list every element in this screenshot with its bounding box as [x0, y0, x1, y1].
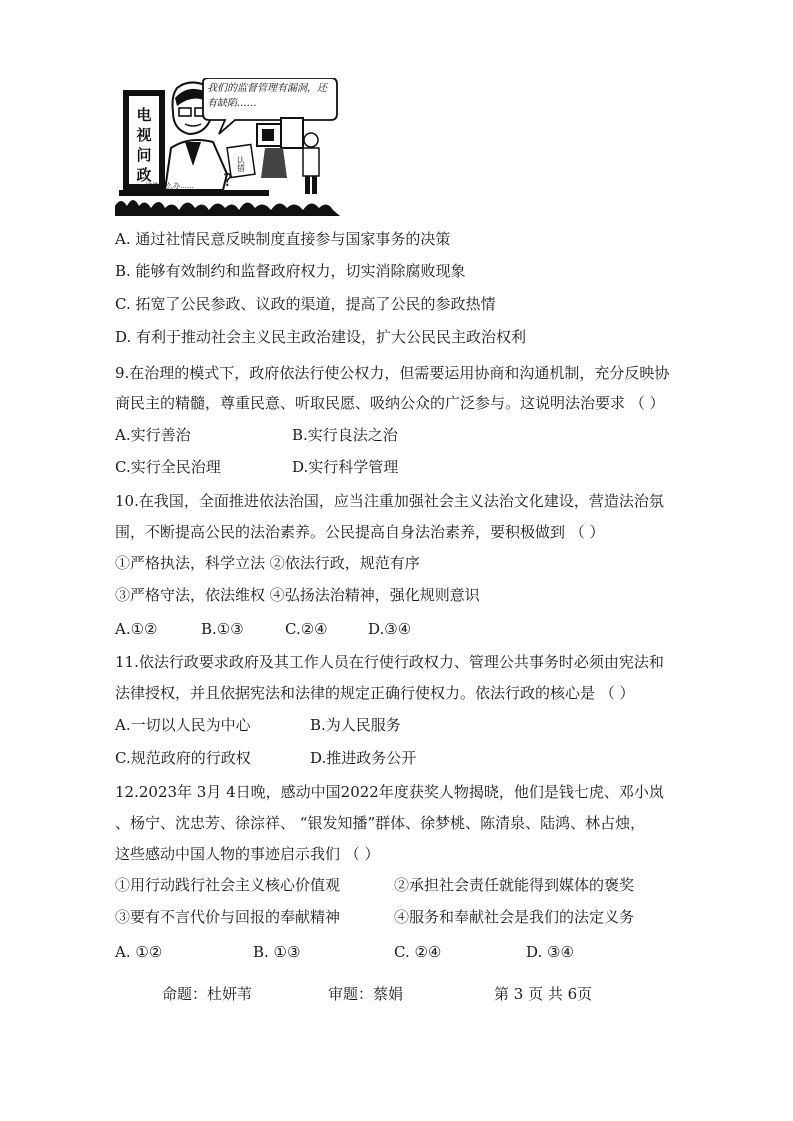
q12-option-b: B. ①③ [253, 943, 301, 961]
q10-option-a: A.①② [115, 620, 158, 638]
q10-stem-line-2: 围，不断提高公民的法治素养。公民提高自身法治素养，要积极做到 （ ） [115, 523, 605, 541]
q10-items-line-1: ①严格执法，科学立法 ②依法行政，规范有序 [115, 554, 420, 572]
q12-item-2: ②承担社会责任就能得到媒体的褒奖 [394, 876, 635, 894]
q8-option-d: D. 有利于推动社会主义民主政治建设，扩大公民民主政治权利 [115, 328, 527, 346]
q12-option-c: C. ②④ [394, 943, 442, 961]
q10-items-line-2: ③严格守法，依法维权 ④弘扬法治精神，强化规则意识 [115, 586, 480, 604]
q8-option-c: C. 拓宽了公民参政、议政的渠道，提高了公民的参政热情 [115, 295, 496, 313]
q11-option-b: B.为人民服务 [310, 716, 401, 734]
q10-option-c: C.②④ [285, 620, 328, 638]
footer-page-number: 第 3 页 共 6页 [494, 985, 593, 1003]
q9-option-c: C.实行全民治理 [115, 458, 221, 476]
q9-option-d: D.实行科学管理 [292, 458, 399, 476]
q12-stem-line-3: 这些感动中国人物的事迹启示我们 （ ） [115, 845, 380, 863]
cartoon-speech-text: 我们的监督管理有漏洞，还有缺陷…… [207, 83, 327, 109]
cartoon-paper-text: 认错 [236, 156, 246, 172]
q11-option-d: D.推进政务公开 [310, 749, 417, 767]
q10-stem-line-1: 10.在我国，全面推进依法治国，应当注重加强社会主义法治文化建设，营造法治氛 [115, 492, 664, 510]
q11-option-a: A.一切以人民为中心 [115, 716, 251, 734]
q9-stem-line-2: 商民主的精髓，尊重民意、听取民愿、吸纳公众的广泛参与。这说明法治要求 （ ） [115, 394, 665, 412]
q11-stem-line-1: 11.依法行政要求政府及其工作人员在行使行政权力、管理公共事务时必须由宪法和 [115, 653, 664, 671]
footer-reviewer: 审题：蔡娟 [328, 985, 404, 1003]
q9-stem-line-1: 9.在治理的模式下，政府依法行使公权力，但需要运用协商和沟通机制，充分反映协 [115, 364, 670, 382]
q11-stem-line-2: 法律授权，并且依据宪法和法律的规定正确行使权力。依法行政的核心是 （ ） [115, 684, 635, 702]
q12-stem-line-1: 12.2023年 3月 4日晚，感动中国2022年度获奖人物揭晓，他们是钱七虎、邓小岚 [115, 783, 664, 801]
q9-option-a: A.实行善治 [115, 426, 191, 444]
q12-stem-line-2: 、杨宁、沈忠芳、徐淙祥、 “银发知播”群体、徐梦桃、陈清泉、陆鸿、林占烛， [115, 814, 646, 832]
q10-option-d: D.③④ [368, 620, 412, 638]
cartoon-illustration [115, 78, 340, 216]
q8-option-b: B. 能够有效制约和监督政府权力，切实消除腐败现象 [115, 262, 466, 280]
q8-option-a: A. 通过社情民意反映制度直接参与国家事务的决策 [115, 230, 451, 248]
q9-option-b: B.实行良法之治 [292, 426, 398, 444]
footer-author: 命题：杜妍苇 [162, 985, 253, 1003]
q12-item-4: ④服务和奉献社会是我们的法定义务 [394, 908, 635, 926]
q10-option-b: B.①③ [201, 620, 244, 638]
q12-item-3: ③要有不言代价与回报的奉献精神 [115, 908, 341, 926]
svg-text:视: 视 [136, 126, 152, 144]
svg-text:问: 问 [136, 146, 152, 164]
q12-item-1: ①用行动践行社会主义核心价值观 [115, 876, 341, 894]
cartoon-banner: 电 [136, 106, 152, 124]
q12-option-d: D. ③④ [526, 943, 574, 961]
q11-option-c: C.规范政府的行政权 [115, 749, 251, 767]
svg-text:政: 政 [136, 166, 152, 184]
cartoon-desk-note: 这件怎么办…… [145, 182, 194, 190]
cartoon-question-mark: ? [223, 170, 233, 191]
q12-option-a: A. ①② [115, 943, 163, 961]
